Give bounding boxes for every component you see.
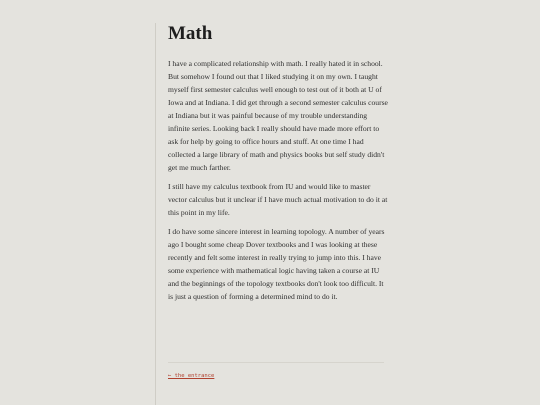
left-border-rule (155, 23, 156, 405)
paragraph-2: I still have my calculus textbook from IU and would like to master vector calculus but it unclear if I have much actual motivation to do it at this point in my life. (168, 182, 388, 217)
back-to-entrance-link[interactable]: ← the entrance (168, 373, 215, 379)
article (168, 22, 390, 309)
footer-divider (168, 362, 384, 363)
page-title: Math (168, 23, 213, 44)
paragraph-1: I have a complicated relationship with math. I really hated it in school. But somehow I found out that I liked studying it on my own. I taught myself first semester calculus well enough to test out of it both at U of Iowa and at Indiana. I did get through a second semester calculus course at Indiana but it was painful because of my trouble understanding infinite series. Looking back I really should have made more effort to ask for help by going to office hours and stuff. At one time I had collected a large library of math and physics books but self study didn't get me much farther. (168, 59, 388, 172)
paragraph-3: I do have some sincere interest in learning topology. A number of years ago I bought some cheap Dover textbooks and I was looking at these recently and felt some interest in really trying to jump into this. I have some experience with mathematical logic having taken a course at IU and the beginnings of the topology textbooks don't look too difficult. It is just a question of forming a determined mind to do it. (168, 227, 385, 301)
